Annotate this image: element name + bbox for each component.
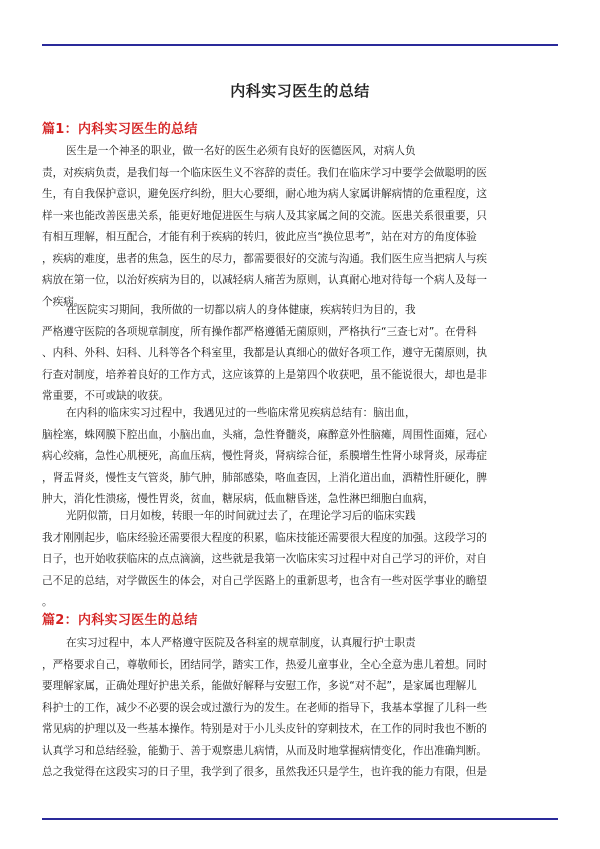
text-line: 常重要，不可或缺的收获。 bbox=[42, 390, 170, 402]
text-line: 。 bbox=[42, 596, 53, 608]
text-line: 要理解家属，正确处理好护患关系，能做好解释与安慰工作，多说“对不起”，是家属也理解儿 bbox=[42, 680, 477, 692]
text-line: 在医院实习期间，我所做的一切都以病人的身体健康，疾病转归为目的，我 bbox=[66, 304, 416, 316]
section-2-paragraph-1 bbox=[42, 633, 558, 784]
text-line: 生，有自我保护意识，避免医疗纠纷，胆大心要细，耐心地为病人家属讲解病情的危重程度，这 bbox=[42, 188, 487, 200]
section-1-paragraph-2 bbox=[42, 300, 558, 408]
section-2-heading: 篇2：内科实习医生的总结 bbox=[42, 613, 198, 628]
text-line: 己不足的总结，对学做医生的体会，对自己学医路上的重新思考，也含有一些对医学事业的瞻望 bbox=[42, 574, 487, 587]
text-line: 样一来也能改善医患关系，能更好地促进医生与病人及其家属之间的交流。医患关系很重要，只 bbox=[42, 209, 487, 222]
text-line: 医生是一个神圣的职业，做一名好的医生必须有良好的医德医风，对病人负 bbox=[66, 145, 416, 157]
text-line: 肿大，消化性溃疡，慢性胃炎，贫血，糖尿病，低血糖昏迷，急性淋巴细胞白血病， bbox=[42, 493, 434, 505]
text-line: 严格遵守医院的各项规章制度，所有操作都严格遵循无菌原则，严格执行“三查七对”。在骨科 bbox=[42, 325, 477, 338]
text-line: 科护士的工作，减少不必要的误会或过激行为的发生。在老师的指导下，我基本掌握了儿科一些 bbox=[42, 701, 487, 714]
section-1-paragraph-3 bbox=[42, 403, 558, 511]
section-1-heading: 篇1：内科实习医生的总结 bbox=[42, 122, 198, 137]
text-line: 总之我觉得在这段实习的日子里，我学到了很多，虽然我还只是学生，也许我的能力有限，但是 bbox=[42, 766, 487, 778]
section-1-paragraph-1 bbox=[42, 141, 558, 313]
text-line: ，疾病的难度，患者的焦急，医生的尽力，都需要很好的交流与沟通。我们医生应当把病人与疾 bbox=[42, 252, 487, 265]
section-1-paragraph-4 bbox=[42, 506, 558, 614]
text-line: 病放在第一位，以治好疾病为目的，以减轻病人痛苦为原则，认真耐心地对待每一个病人及每一 bbox=[42, 274, 487, 286]
text-line: 我才刚刚起步，临床经验还需要很大程度的积累，临床技能还需要很大程度的加强。这段学习的 bbox=[42, 531, 487, 544]
top-rule bbox=[42, 44, 558, 46]
text-line: 责，对疾病负责，是我们每一个临床医生义不容辞的责任。我们在临床学习中要学会做聪明的医 bbox=[42, 166, 487, 179]
text-line: 、内科、外科、妇科、儿科等各个科室里，我都是认真细心的做好各项工作，遵守无菌原则，执 bbox=[42, 347, 487, 359]
text-line: 有相互理解，相互配合，才能有利于疾病的转归，彼此应当“换位思考”，站在对方的角度体验 bbox=[42, 231, 477, 243]
text-line: 在内科的临床实习过程中，我遇见过的一些临床常见疾病总结有：脑出血， bbox=[66, 407, 416, 419]
text-line: ，肾盂肾炎，慢性支气管炎，肺气肿，肺部感染，咯血查因，上消化道出血，酒精性肝硬化，脾 bbox=[42, 471, 487, 484]
text-line: 行查对制度，培养着良好的工作方式，这应该算的上是第四个收获吧，虽不能说很大，却也是非 bbox=[42, 368, 487, 381]
text-line: 病心绞痛，急性心肌梗死，高血压病，慢性肾炎，肾病综合征，系膜增生性肾小球肾炎，尿毒症 bbox=[42, 450, 487, 462]
text-line: ，严格要求自己，尊敬师长，团结同学，踏实工作，热爱儿童事业，全心全意为患儿着想。同时 bbox=[42, 658, 487, 671]
text-line: 认真学习和总结经验，能勤于、善于观察患儿病情，从而及时地掌握病情变化，作出准确判断。 bbox=[42, 744, 487, 757]
page-title: 内科实习医生的总结 bbox=[230, 82, 370, 100]
text-line: 脑栓塞，蛛网膜下腔出血，小脑出血，头痛，急性脊髓炎，麻醉意外性脑瘫，周围性面瘫，冠心 bbox=[42, 428, 487, 441]
text-line: 个疾病。 bbox=[42, 295, 85, 308]
text-line: 光阴似箭，日月如梭，转眼一年的时间就过去了，在理论学习后的临床实践 bbox=[66, 510, 416, 522]
text-line: 日子，也开始收获临床的点点滴滴，这些就是我第一次临床实习过程中对自己学习的评价，对自 bbox=[42, 553, 487, 565]
text-line: 在实习过程中，本人严格遵守医院及各科室的规章制度，认真履行护士职责 bbox=[66, 637, 416, 649]
text-line: 常见病的护理以及一些基本操作。特别是对于小儿头皮针的穿刺技术，在工作的同时我也不断的 bbox=[42, 723, 487, 735]
bottom-rule bbox=[42, 818, 558, 820]
